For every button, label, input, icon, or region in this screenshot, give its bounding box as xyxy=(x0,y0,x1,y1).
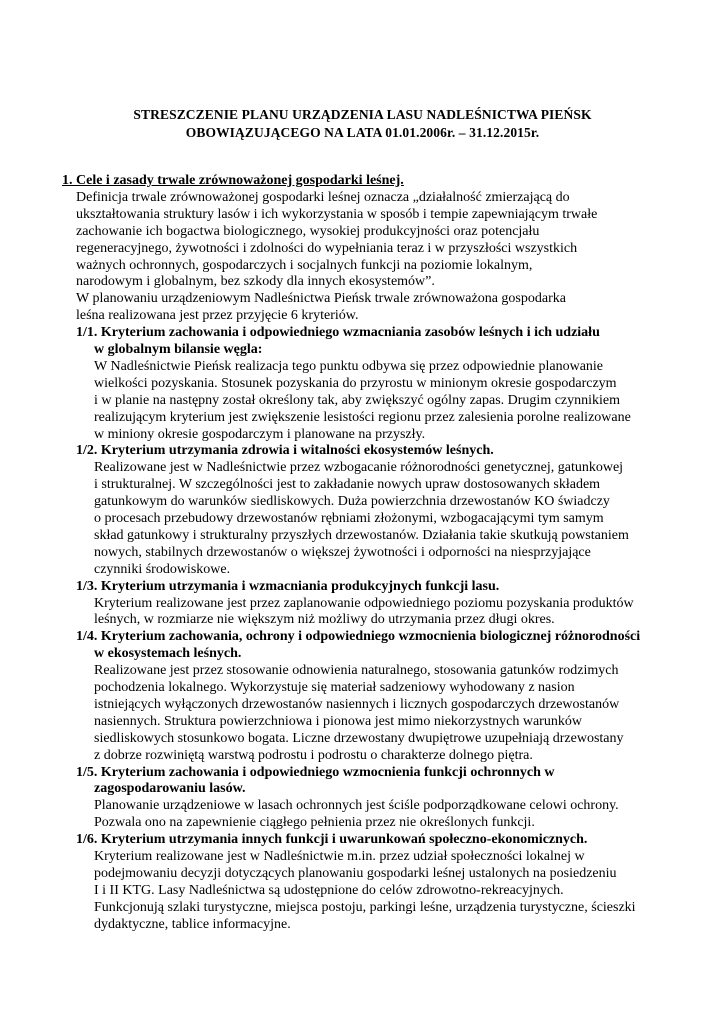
criterion-text-line: Realizowane jest przez stosowanie odnowienia naturalnego, stosowania gatunków rodzimych xyxy=(94,663,619,679)
criterion-text-line: i w planie na następny został określony tak, aby zwiększyć ogólny zapas. Drugim czynnikiem xyxy=(94,392,621,408)
intro-line: regeneracyjnego, żywotności i zdolności do wypełniania teraz i w przyszłości wszystkich xyxy=(76,240,578,256)
criterion-text-line: siedliskowych stosunkowo bogata. Liczne drzewostany dwupiętrowe uzupełniają drzewostany xyxy=(94,730,624,746)
criterion-text-line: z dobrze rozwiniętą warstwą podrostu i podrostu o charakterze dolnego piętra. xyxy=(94,747,533,763)
intro-line: W planowaniu urządzeniowym Nadleśnictwa Pieńsk trwale zrównoważona gospodarka xyxy=(76,291,566,307)
intro-line: Definicja trwale zrównoważonej gospodarki leśnej oznacza „działalność zmierzającą do xyxy=(76,189,570,205)
criterion-heading: w ekosystemach leśnych. xyxy=(94,646,242,662)
criterion-text-line: skład gatunkowy i strukturalny przyszłych drzewostanów. Działania takie skutkują powstaniem xyxy=(94,527,629,543)
document-title-line-1: STRESZCZENIE PLANU URZĄDZENIA LASU NADLEŚNICTWA PIEŃSK xyxy=(133,107,592,122)
criterion-text-line: w miniony okresie gospodarczym i planowane na przyszły. xyxy=(94,426,426,442)
criterion-heading: 1/2. Kryterium utrzymania zdrowia i witalności ekosystemów leśnych. xyxy=(76,443,494,459)
criterion-text-line: Kryterium realizowane jest w Nadleśnictwie m.in. przez udział społeczności lokalnej w xyxy=(94,849,585,864)
criterion-text-line: W Nadleśnictwie Pieńsk realizacja tego punktu odbywa się przez odpowiednie planowanie xyxy=(94,358,604,374)
criterion-text-line: nowych, stabilnych drzewostanów o większej żywotności i odporności na niesprzyjające xyxy=(94,544,591,560)
criterion-heading: 1/1. Kryterium zachowania i odpowiedniego wzmacniania zasobów leśnych i ich udziału xyxy=(76,325,600,341)
criterion-heading: 1/3. Kryterium utrzymania i wzmacniania produkcyjnych funkcji lasu. xyxy=(76,578,500,594)
document-title-line-2: OBOWIĄZUJĄCEGO NA LATA 01.01.2006r. – 31.12.2015r. xyxy=(185,125,540,140)
intro-line: ukształtowania struktury lasów i ich wykorzystania w sposób i tempie zapewniającym trwałe xyxy=(76,206,598,222)
intro-line: zachowanie ich bogactwa biologicznego, wysokiej produkcyjności oraz potencjału xyxy=(76,223,540,239)
criterion-text-line: czynniki środowiskowe. xyxy=(94,561,231,577)
criterion-text-line: Planowanie urządzeniowe w lasach ochronnych jest ściśle podporządkowane celowi ochrony. xyxy=(94,798,619,814)
criterion-text-line: Pozwala ono na zapewnienie ciągłego pełnienia przez nie określonych funkcji. xyxy=(94,815,535,831)
criterion-text-line: i strukturalnej. W szczególności jest to zakładanie nowych upraw dostosowanych składem xyxy=(94,477,601,493)
criterion-heading: zagospodarowaniu lasów. xyxy=(94,781,246,797)
criterion-text-line: I i II KTG. Lasy Nadleśnictwa są udostępnione do celów zdrowotno-rekreacyjnych. xyxy=(94,882,564,898)
criterion-text-line: nasiennych. Struktura powierzchniowa i pionowa jest mimo niekorzystnych warunków xyxy=(94,713,582,729)
criterion-heading: w globalnym bilansie węgla: xyxy=(94,342,263,357)
criterion-text-line: podejmowaniu decyzji dotyczących planowaniu gospodarki leśnej ustalonych na posiedzeniu xyxy=(94,865,617,881)
criterion-text-line: Funkcjonują szlaki turystyczne, miejsca postoju, parkingi leśne, urządzenia turystyczne, ścieszki xyxy=(94,899,636,915)
criterion-text-line: pochodzenia lokalnego. Wykorzystuje się materiał sadzeniowy wyhodowany z nasion xyxy=(94,680,575,695)
criterion-heading: 1/5. Kryterium zachowania i odpowiedniego wzmocnienia funkcji ochronnych w xyxy=(76,764,555,780)
criterion-text-line: Kryterium realizowane jest przez zaplanowanie odpowiedniego poziomu pozyskania produktów xyxy=(94,595,634,611)
criterion-heading: 1/4. Kryterium zachowania, ochrony i odpowiedniego wzmocnienia biologicznej różnorodności xyxy=(76,629,641,645)
criterion-text-line: dydaktyczne, tablice informacyjne. xyxy=(94,916,291,932)
criterion-heading: 1/6. Kryterium utrzymania innych funkcji i uwarunkowań społeczno-ekonomicznych. xyxy=(76,832,588,848)
intro-line: ważnych ochronnych, gospodarczych i socjalnych funkcji na poziomie lokalnym, xyxy=(76,257,533,273)
section-heading: 1. Cele i zasady trwale zrównoważonej gospodarki leśnej. xyxy=(62,173,404,188)
criterion-text-line: Realizowane jest w Nadleśnictwie przez wzbogacanie różnorodności genetycznej, gatunkowej xyxy=(94,460,624,476)
criterion-text-line: realizującym kryterium jest zwiększenie lesistości regionu przez zalesienia porolne realizowane xyxy=(94,409,631,425)
criterion-text-line: istniejących wyłączonych drzewostanów nasiennych i licznych gospodarczych drzewostanów xyxy=(94,696,620,712)
intro-line: leśna realizowana jest przez przyjęcie 6 kryteriów. xyxy=(76,308,359,324)
criterion-text-line: gatunkowym do warunków siedliskowych. Duża powierzchnia drzewostanów KO świadczy xyxy=(94,494,610,510)
criterion-text-line: o procesach przebudowy drzewostanów rębniami złożonymi, wzbogacającymi tym samym xyxy=(94,511,604,526)
intro-line: narodowym i globalnym, bez szkody dla innych ekosystemów”. xyxy=(76,274,435,290)
criterion-text-line: wielkości pozyskania. Stosunek pozyskania do przyrostu w minionym okresie gospodarczym xyxy=(94,375,617,391)
criterion-text-line: leśnych, w rozmiarze nie większym niż możliwy do utrzymania przez długi okres. xyxy=(94,612,555,628)
